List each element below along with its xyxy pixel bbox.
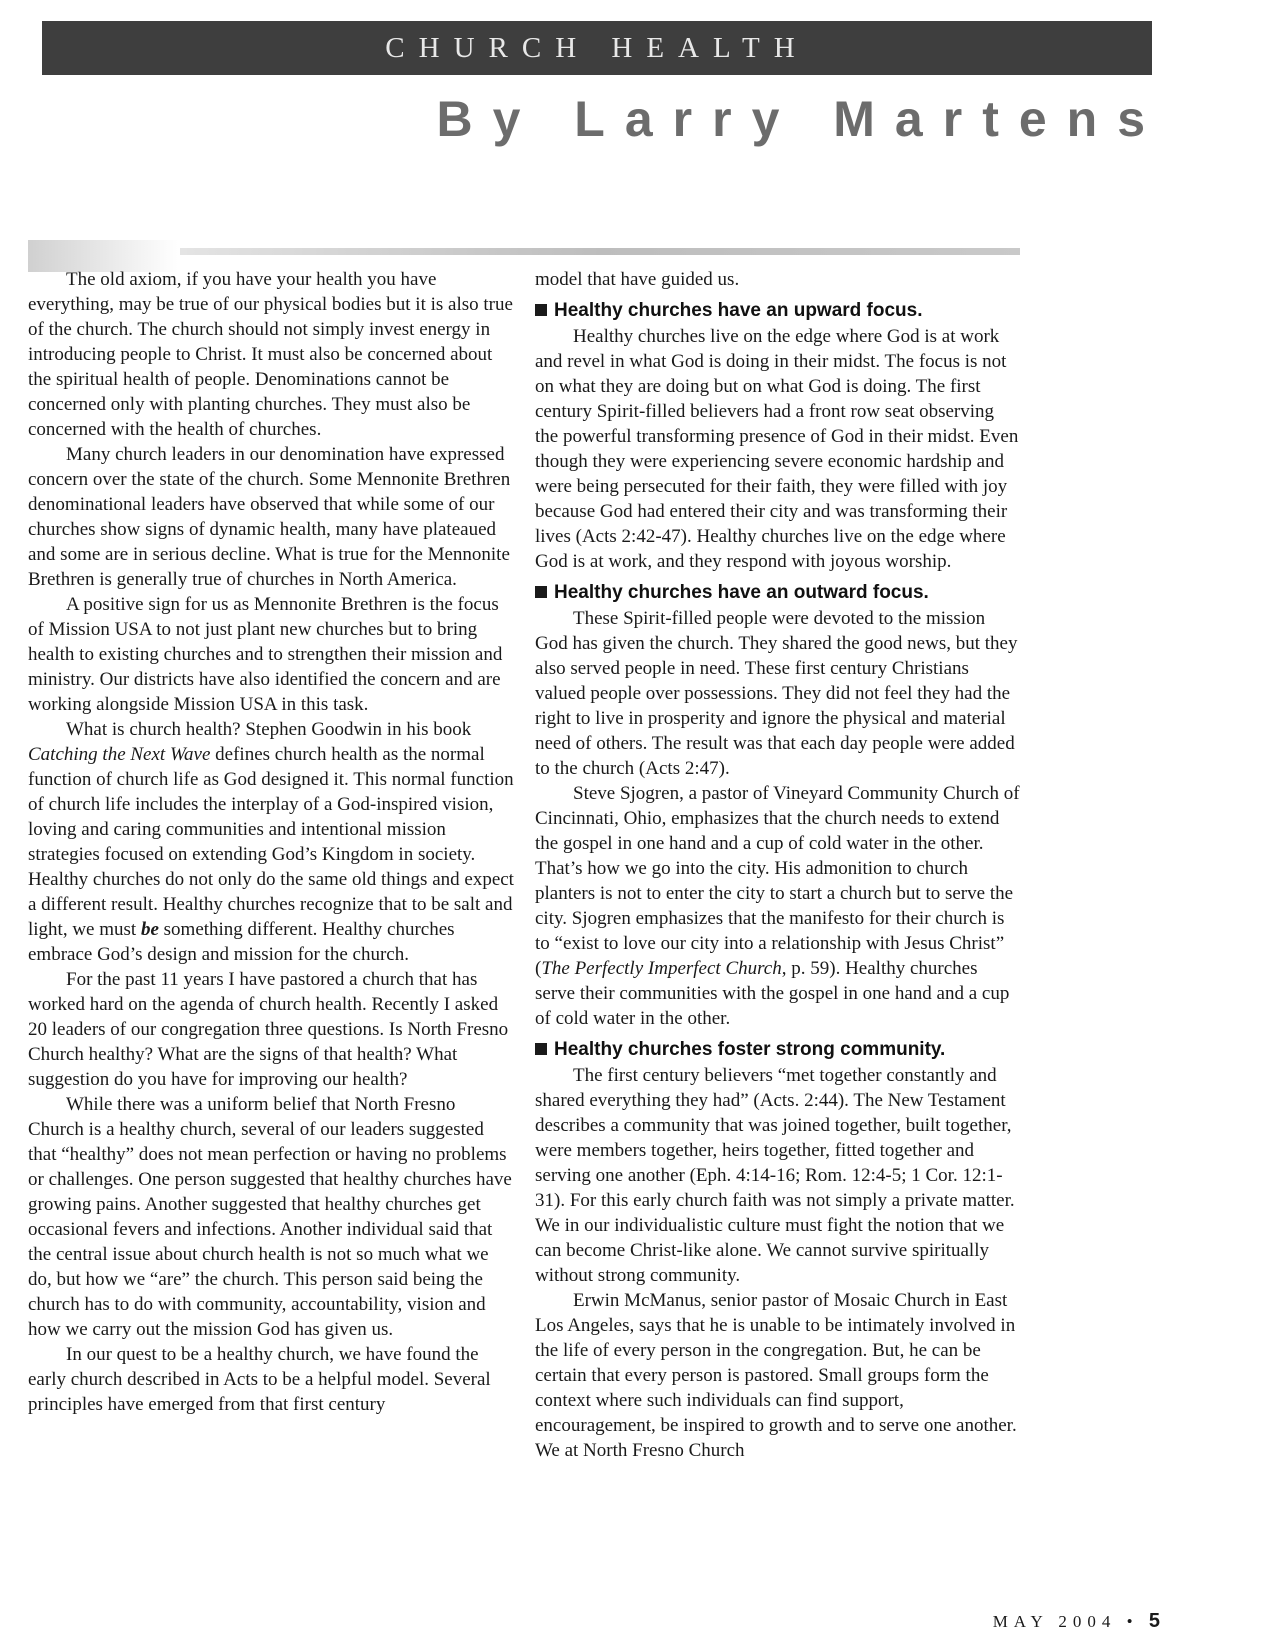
emphasis: be xyxy=(140,919,159,940)
paragraph: The first century believers “met together constantly and shared everything they had” (Acts. 2:44). The New Testament describes a community that was joined together, built together, were members together, heirs together, fitted together and serving one another (Eph. 4:14-16; Rom. 12:4-5; 1 Cor. 12:1-31). For this early church faith was not simply a private matter. We in our individualistic culture must fight the notion that we can become Christ-like alone. We cannot survive spiritually without strong community. xyxy=(535,1065,1015,1286)
page-number: 5 xyxy=(1148,1610,1160,1632)
paragraph: These Spirit-filled people were devoted to the mission God has given the church. They shared the good news, but they also served people in need. These first century Christians valued people over possessions. They did not feel they had the right to live in prosperity and ignore the physical and material need of others. The result was that each day people were added to the church (Acts 2:47). xyxy=(535,608,1018,779)
square-bullet-icon xyxy=(535,304,547,316)
paragraph-continued: model that have guided us. xyxy=(535,269,740,290)
text-run: something different. Healthy churches embrace God’s design and mission for the church. xyxy=(28,919,455,965)
byline: By Larry Martens xyxy=(436,91,1165,147)
section-title: CHURCH HEALTH xyxy=(385,31,809,64)
text-run: Steve Sjogren, a pastor of Vineyard Community Church of Cincinnati, Ohio, emphasizes that the church needs to extend the gospel in one hand and a cup of cold water in the other. That’s how we go into the city. His admonition to church planters is not to enter the city to start a church but to serve the city. Sjogren emphasizes that the manifesto for their church is to “exist to love our city into a relationship with Jesus Christ” ( xyxy=(535,783,1020,979)
text-run: , p. 59). Healthy churches serve their communities with the gospel in one hand and a cup of cold water in the other. xyxy=(535,958,1010,1029)
paragraph: A positive sign for us as Mennonite Brethren is the focus of Mission USA to not just plant new churches but to bring health to existing churches and to strengthen their mission and ministry. Our districts have also identified the concern and are working alongside Mission USA in this task. xyxy=(28,594,503,715)
subheading-text: Healthy churches have an upward focus. xyxy=(554,300,923,321)
text-run: defines church health as the normal function of church life as God designed it. This normal function of church life includes the interplay of a God-inspired vision, loving and caring communities and intentional mission strategies focused on extending God’s Kingdom in society. Healthy churches do not only do the same old things and expect a different result. Healthy churches recognize that to be salt and light, we must xyxy=(28,744,514,940)
section-banner xyxy=(42,21,1152,75)
subheading xyxy=(535,298,1020,323)
paragraph: While there was a uniform belief that North Fresno Church is a healthy church, several of our leaders suggested that “healthy” does not mean perfection or having no problems or challenges. One person suggested that healthy churches have growing pains. Another suggested that healthy churches get occasional fevers and infections. Another individual said that the central issue about church health is not so much what we do, but how we “are” the church. This person said being the church has to do with community, accountability, vision and how we carry out the mission God has given us. xyxy=(28,1094,512,1340)
page-footer xyxy=(993,1610,1160,1633)
subheading xyxy=(535,1037,1020,1062)
left-column xyxy=(28,267,514,1417)
book-title: The Perfectly Imperfect Church xyxy=(541,958,782,979)
subheading-text: Healthy churches foster strong community. xyxy=(554,1039,946,1060)
paragraph: For the past 11 years I have pastored a church that has worked hard on the agenda of church health. Recently I asked 20 leaders of our congregation three questions. Is North Fresno Church healthy? What are the signs of that health? What suggestion do you have for improving our health? xyxy=(28,969,509,1090)
paragraph: Erwin McManus, senior pastor of Mosaic Church in East Los Angeles, says that he is unable to be intimately involved in the life of every person in the congregation. But, he can be certain that every person is pastored. Small groups form the context where such individuals can find support, encouragement, be inspired to growth and to serve one another. We at North Fresno Church xyxy=(535,1290,1017,1461)
square-bullet-icon xyxy=(535,1043,547,1055)
paragraph xyxy=(535,781,1020,1031)
paragraph: The old axiom, if you have your health you have everything, may be true of our physical bodies but it is also true of the church. The church should not simply invest energy in introducing people to Christ. It must also be concerned about the spiritual health of people. Denominations cannot be concerned only with planting churches. They must also be concerned with the health of churches. xyxy=(28,269,513,440)
paragraph: Many church leaders in our denomination have expressed concern over the state of the church. Some Mennonite Brethren denominational leaders have observed that while some of our churches show signs of dynamic health, many have plateaued and some are in serious decline. What is true for the Mennonite Brethren is generally true of churches in North America. xyxy=(28,444,511,590)
subheading-text: Healthy churches have an outward focus. xyxy=(554,582,929,603)
footer-separator: • xyxy=(1126,1612,1139,1631)
square-bullet-icon xyxy=(535,586,547,598)
subheading xyxy=(535,580,1020,605)
paragraph xyxy=(28,717,514,967)
text-run: What is church health? Stephen Goodwin in his book xyxy=(66,719,472,740)
paragraph: In our quest to be a healthy church, we have found the early church described in Acts to be a helpful model. Several principles have emerged from that first century xyxy=(28,1344,491,1415)
book-title: Catching the Next Wave xyxy=(28,744,211,765)
right-column xyxy=(535,267,1020,1463)
paragraph: Healthy churches live on the edge where God is at work and revel in what God is doing in their midst. The focus is not on what they are doing but on what God is doing. The first century Spirit-filled believers had a front row seat observing the powerful transforming presence of God in their midst. Even though they were experiencing severe economic hardship and were being persecuted for their faith, they were filled with joy because God had entered their city and was transforming their lives (Acts 2:42-47). Healthy churches live on the edge where God is at work, and they respond with joyous worship. xyxy=(535,326,1019,572)
horizontal-rule xyxy=(180,248,1020,255)
issue-date: MAY 2004 xyxy=(992,1612,1117,1631)
